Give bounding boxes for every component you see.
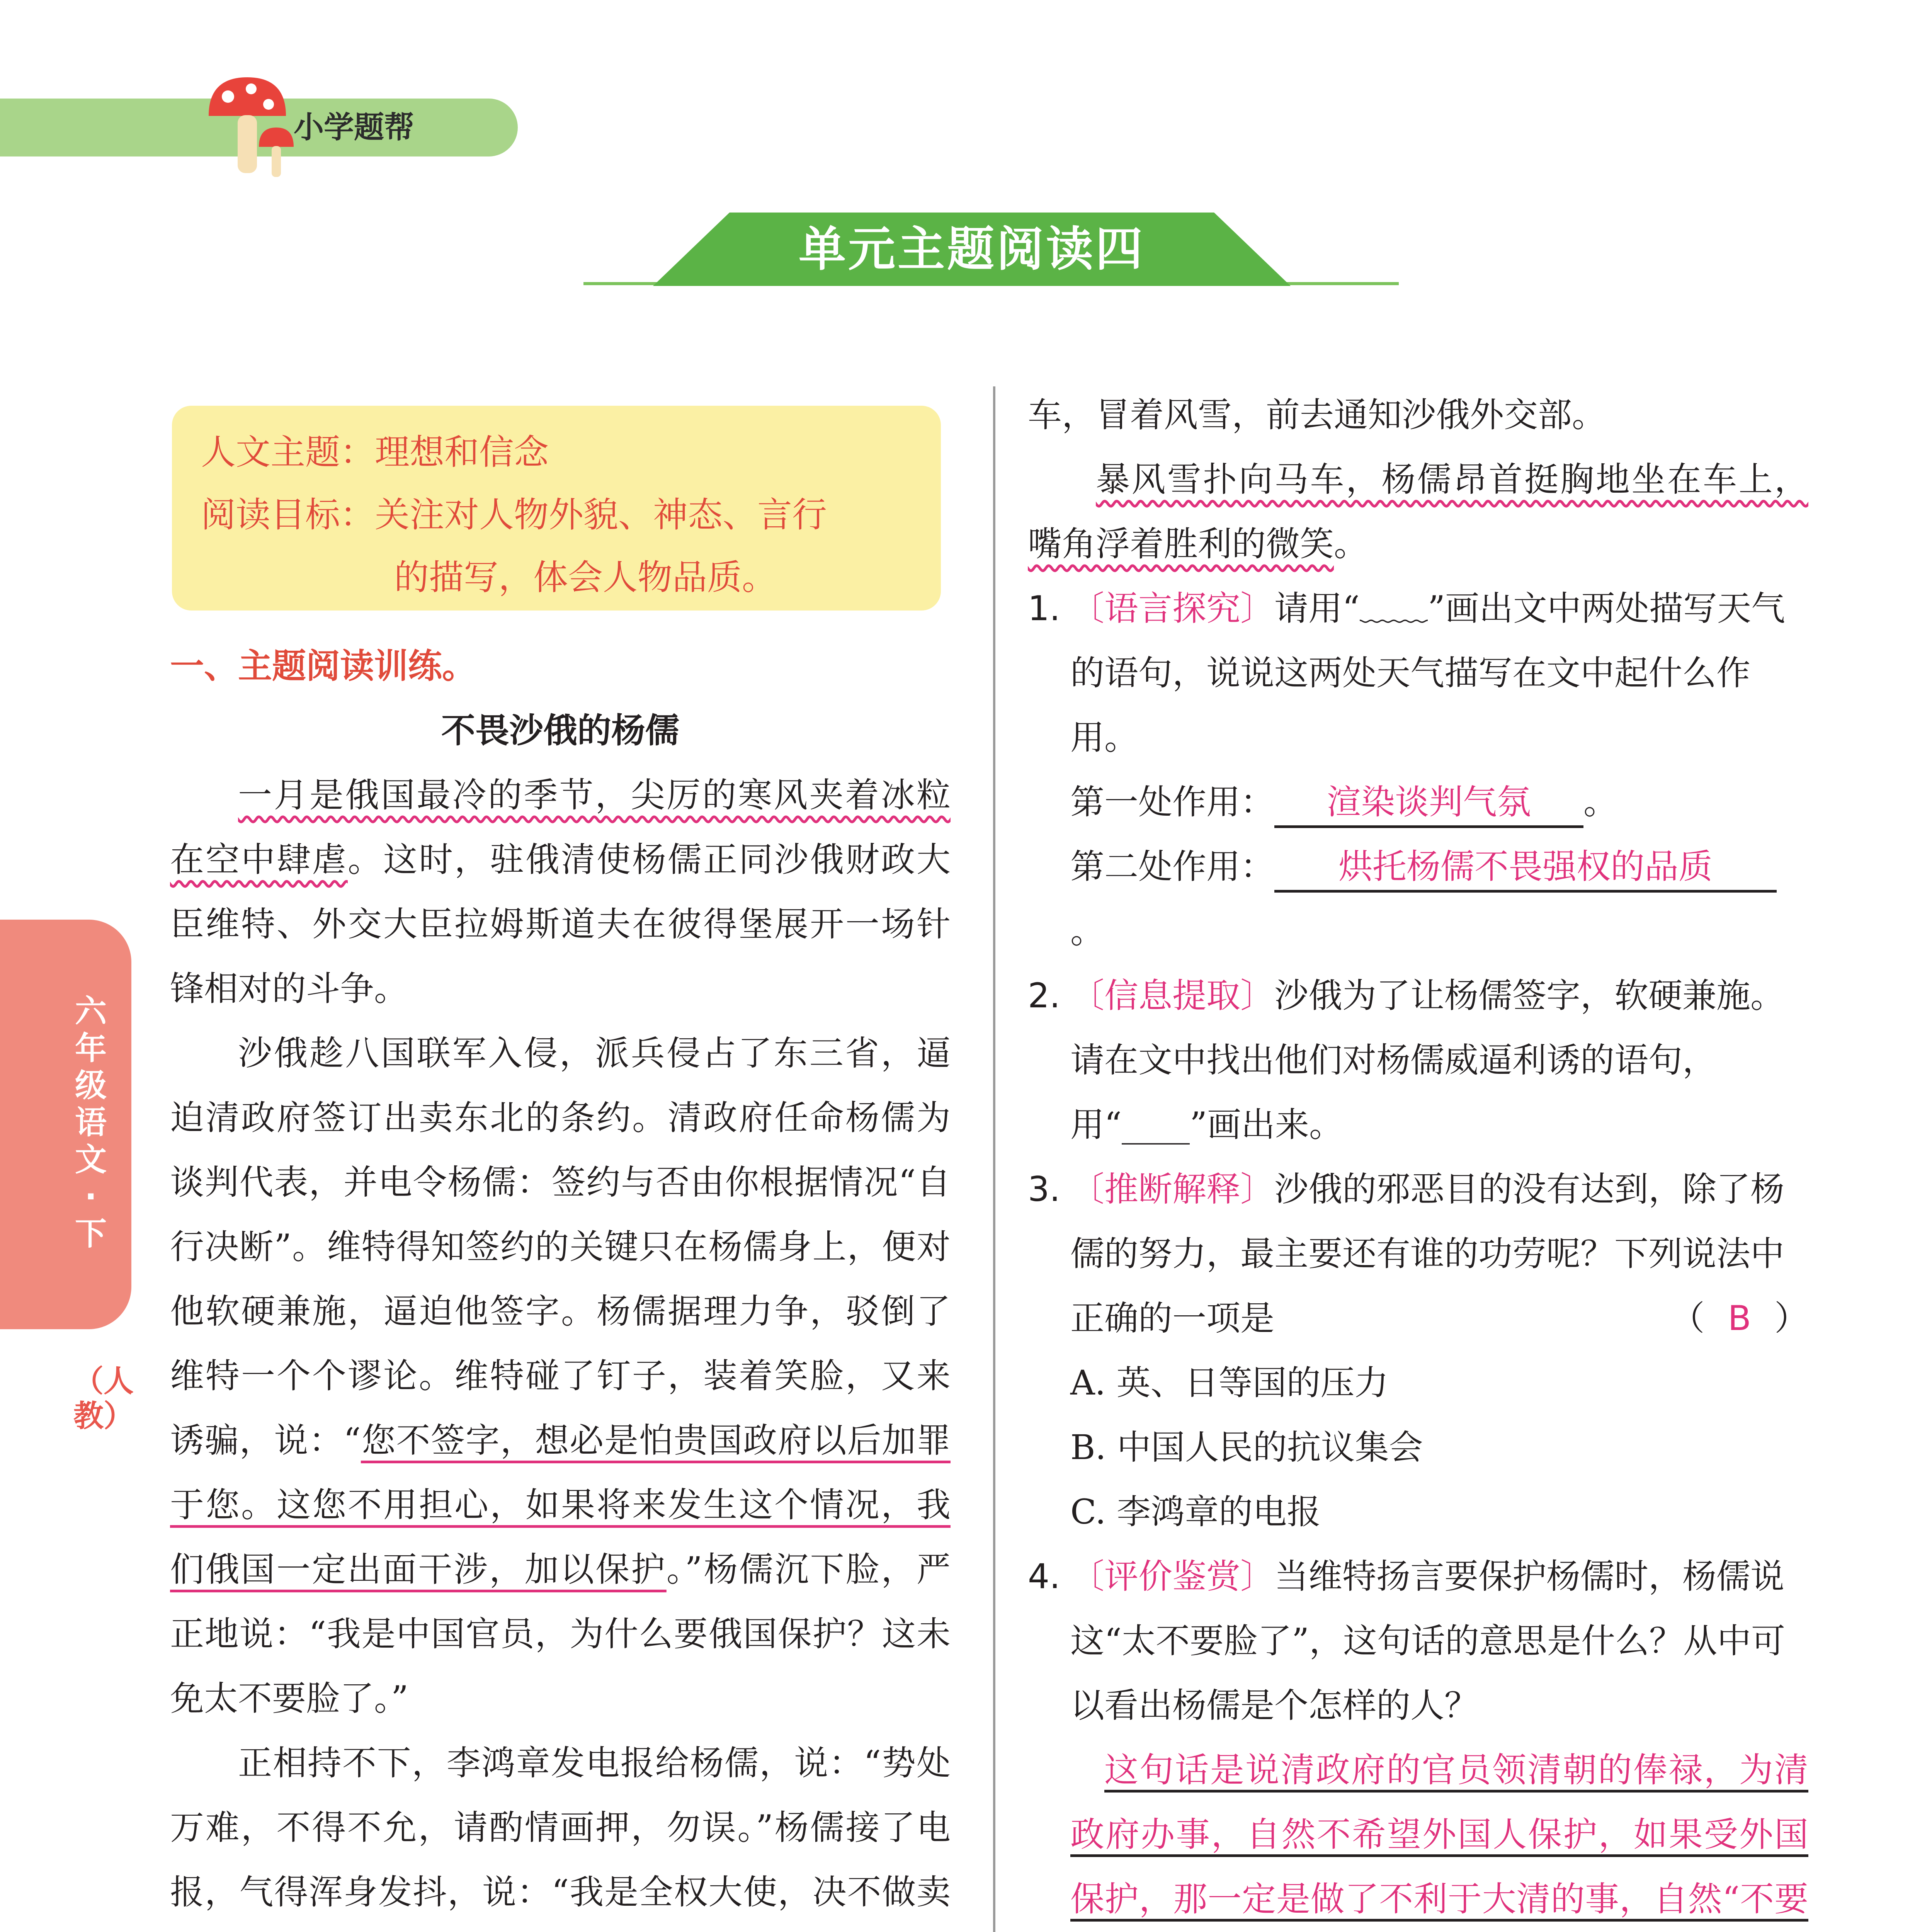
wavy-mark: ﹏﹏: [1360, 588, 1428, 628]
theme-line: 人文主题：理想和信念: [201, 432, 549, 473]
question-tag: 〔信息提取〕: [1070, 976, 1275, 1015]
paragraph-5-continued: 车，冒着风雪，前去通知沙俄外交部。: [1028, 395, 1606, 435]
left-column: [170, 634, 951, 1932]
question-number: 3.: [1028, 1169, 1060, 1209]
mushroom-icon: [201, 70, 294, 185]
weather-sentence-1: 一月是俄国最冷的季节，尖厉的寒风夹着冰粒在空中肆虐: [170, 775, 951, 879]
q4-answer[interactable]: 这句话是说清政府的官员领清朝的俸禄，为清政府办事，自然不希望外国人保护，如果受外国保护，那一定是做了不利于大清的事，自然“不要: [1028, 1738, 1808, 1932]
option-c[interactable]: C. 李鸿章的电报: [1070, 1492, 1321, 1532]
question-tag: 〔评价鉴赏〕: [1070, 1556, 1275, 1596]
page-title: 单元主题阅读四: [799, 222, 1145, 277]
answer-choice[interactable]: B: [1728, 1298, 1751, 1338]
q1-sub-1: 第一处作用： 渲染谈判气氛 。: [1070, 770, 1808, 834]
goal-line-1: 阅读目标：关注对人物外貌、神态、言行: [201, 495, 827, 535]
line-mark: ____: [1122, 1105, 1190, 1145]
right-column: [1028, 383, 1808, 1932]
question-4: 4. 〔评价鉴赏〕当维特扬言要保护杨儒时，杨儒说这“太不要脸了”，这句话的意思是什么？从中可以看出杨儒是个怎样的人？: [1028, 1544, 1808, 1738]
option-a[interactable]: A. 英、日等国的压力: [1070, 1363, 1389, 1403]
side-tab: [0, 920, 131, 1329]
question-tag: 〔推断解释〕: [1070, 1169, 1275, 1209]
paragraph-3: 正相持不下，李鸿章发电报给杨儒，说：“势处万难，不得不允，请酌情画押，勿误。”杨儒接了电报，气得浑身发抖，说：“我是全权大使，决不做卖: [170, 1743, 951, 1912]
side-tab-grade: 六年级语文·下: [75, 993, 107, 1252]
passage-title: 不畏沙俄的杨儒: [441, 711, 679, 750]
paragraph-2: 沙俄趁八国联军入侵，派兵侵占了东三省，逼迫清政府签订出卖东北的条约。清政府任命杨儒为谈判代表，并电令杨儒：签约与否由你根据情况“自行决断”。维特得知签约的关键只在杨儒身上，便对他软硬兼施，逼迫他签字。杨儒据理力争，驳倒了维特一个个谬论。维特碰了钉子，装着笑脸，又来诱骗，说：“您不签字，想必是怕贵国政府以后加罪于您。这您不用担心，如果将来发生这个情况，我们俄国一定出面干涉，加以保护。”杨儒沉下脸，严正地说：“我是中国官员，为什么要俄国保护？这未免太不要脸了。”: [170, 1033, 951, 1718]
option-b[interactable]: B. 中国人民的抗议集会: [1070, 1427, 1423, 1467]
question-tag: 〔语言探究〕: [1070, 588, 1275, 628]
answer-field[interactable]: 渲染谈判气氛: [1274, 779, 1583, 828]
theme-box-text: [201, 421, 927, 609]
brand-name: 小学题帮: [294, 110, 415, 145]
side-tab-edition: （人教）: [73, 1364, 134, 1434]
answer-field[interactable]: 烘托杨儒不畏强权的品质: [1274, 844, 1777, 893]
question-number: 1.: [1028, 588, 1060, 628]
goal-line-2: 的描写，体会人物品质。: [394, 557, 777, 598]
question-number: 4.: [1028, 1556, 1060, 1596]
weather-sentence-2: 暴风雪扑向马车，杨儒昂首挺胸地坐在车上，嘴角浮着胜利的微笑: [1028, 459, 1808, 564]
question-3: 3. 〔推断解释〕沙俄的邪恶目的没有达到，除了杨儒的努力，最主要还有谁的功劳呢？下列说法中正确的一项是 （ B ）: [1028, 1157, 1808, 1350]
q1-sub-2: 第二处作用： 烘托杨儒不畏强权的品质。: [1070, 834, 1808, 963]
lure-sentence: 您不签字，想必是怕贵国政府以后加罪于您。这您不用担心，如果将来发生这个情况，我们俄国一定出面干涉，加以保护: [170, 1420, 951, 1589]
paragraph-1: 一月是俄国最冷的季节，尖厉的寒风夹着冰粒在空中肆虐。这时，驻俄清使杨儒正同沙俄财政大臣维特、外交大臣拉姆斯道夫在彼得堡展开一场针锋相对的斗争。: [170, 775, 951, 1009]
answer-paren: （ B ）: [1670, 1298, 1808, 1338]
question-1: 1. 〔语言探究〕请用“﹏﹏”画出文中两处描写天气的语句，说说这两处天气描写在文中起什么作用。 第一处作用： 渲染谈判气氛 。 第二处作用： 烘托杨儒不畏强权的品质。: [1028, 576, 1808, 963]
column-divider: [993, 386, 995, 1932]
paragraph-6: 暴风雪扑向马车，杨儒昂首挺胸地坐在车上，嘴角浮着胜利的微笑。: [1028, 459, 1808, 564]
question-number: 2.: [1028, 976, 1060, 1015]
question-2: 2. 〔信息提取〕沙俄为了让杨儒签字，软硬兼施。请在文中找出他们对杨儒威逼利诱的语句，用“____”画出来。: [1028, 963, 1808, 1157]
section-1-heading: 一、主题阅读训练。: [170, 646, 476, 686]
